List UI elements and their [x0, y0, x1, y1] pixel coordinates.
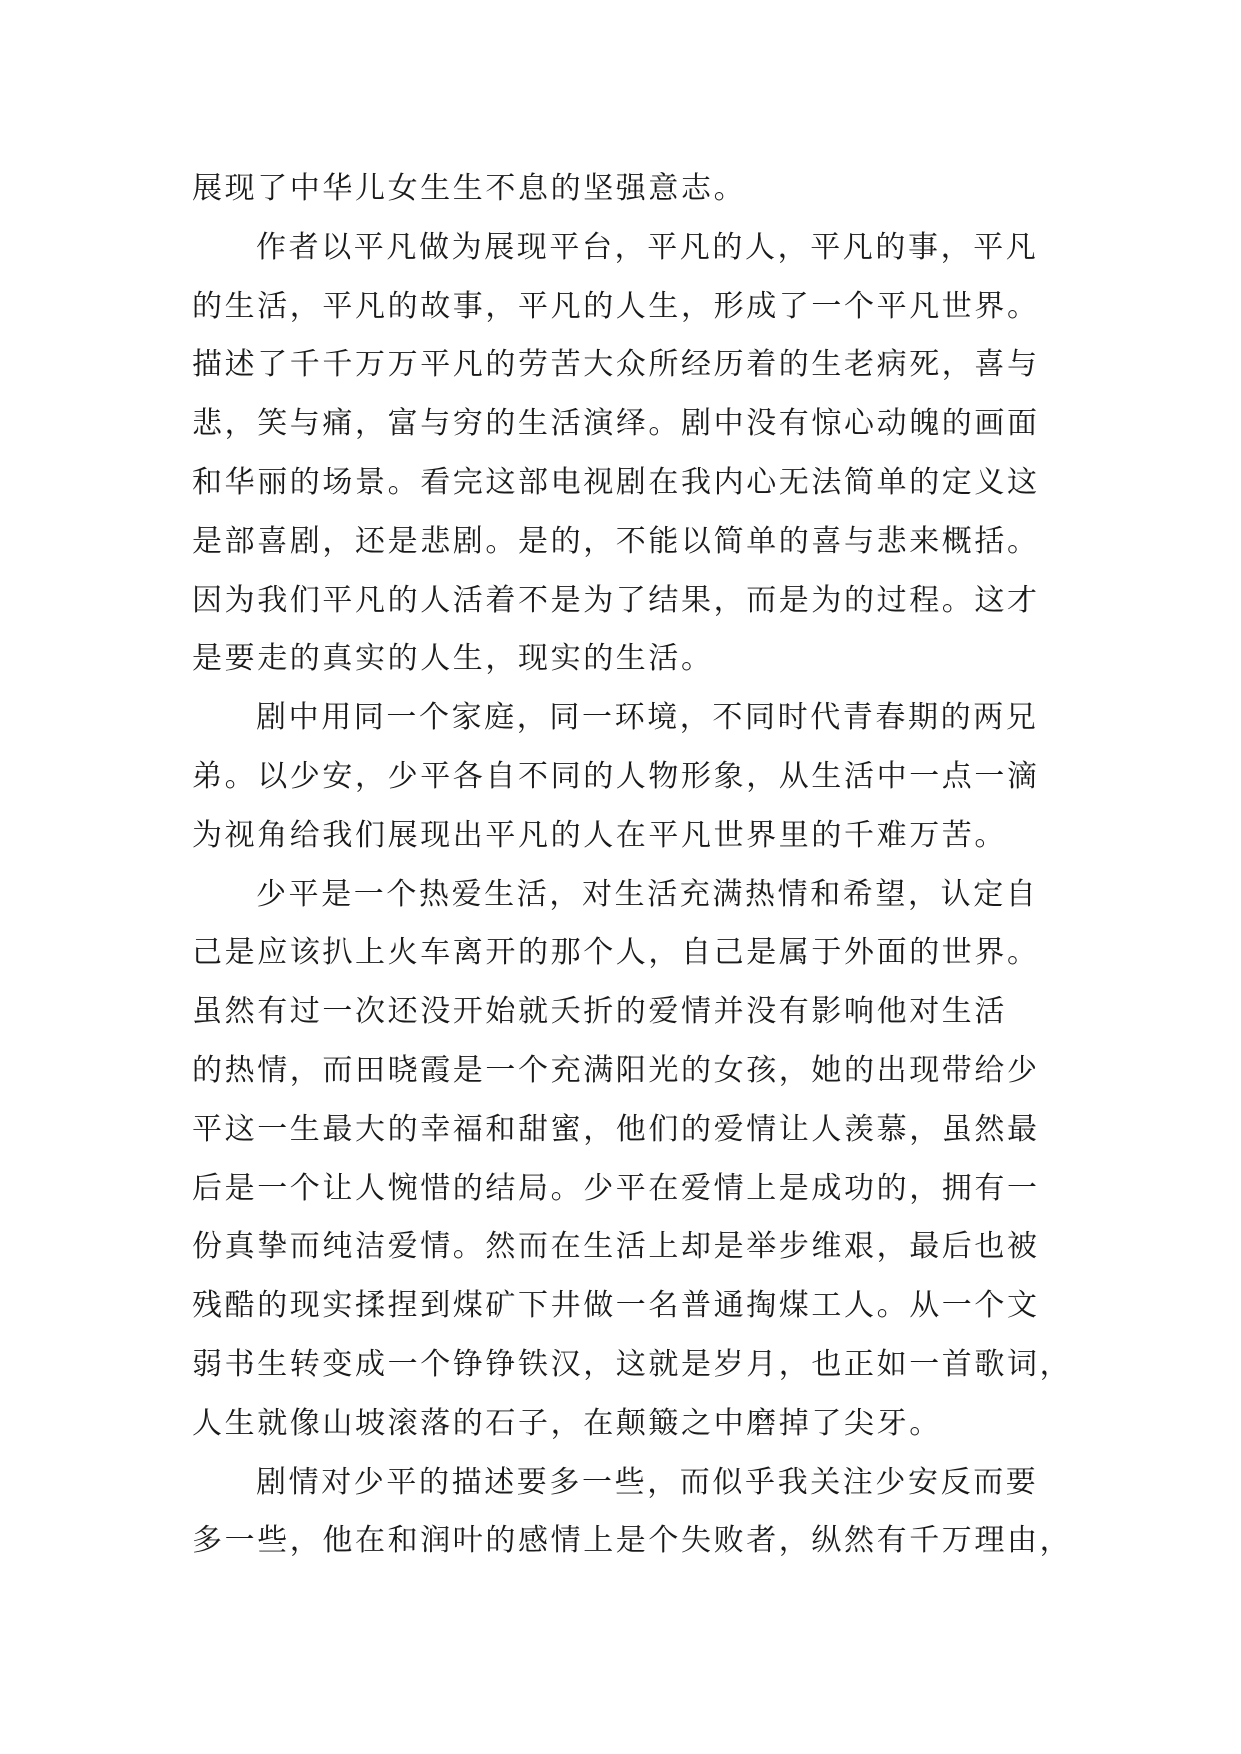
text-line: 悲，笑与痛，富与穷的生活演绎。剧中没有惊心动魄的画面	[192, 406, 1040, 442]
text-line: 因为我们平凡的人活着不是为了结果，而是为的过程。这才	[192, 582, 1040, 618]
text-line: 和华丽的场景。看完这部电视剧在我内心无法简单的定义这	[192, 464, 1040, 500]
text-line: 为视角给我们展现出平凡的人在平凡世界里的千难万苦。	[192, 817, 1007, 853]
paragraph-first-line: 剧中用同一个家庭，同一环境，不同时代青春期的两兄	[256, 700, 1039, 736]
text-line: 展现了中华儿女生生不息的坚强意志。	[192, 171, 747, 206]
body-text	[192, 160, 1072, 1571]
text-line: 弟。以少安，少平各自不同的人物形象，从生活中一点一滴	[192, 758, 1040, 794]
text-line: 的热情，而田晓霞是一个充满阳光的女孩，她的出现带给少	[192, 1052, 1040, 1088]
paragraph-first-line: 剧情对少平的描述要多一些，而似乎我关注少安反而要	[256, 1464, 1039, 1500]
text-line: 虽然有过一次还没开始就夭折的爱情并没有影响他对生活	[192, 994, 1007, 1030]
text-line: 份真挚而纯洁爱情。然而在生活上却是举步维艰，最后也被	[192, 1229, 1040, 1265]
text-line: 平这一生最大的幸福和甜蜜，他们的爱情让人羡慕，虽然最	[192, 1111, 1040, 1147]
text-line: 是要走的真实的人生，现实的生活。	[192, 641, 714, 677]
text-line: 的生活，平凡的故事，平凡的人生，形成了一个平凡世界。	[192, 288, 1040, 324]
text-line: 描述了千千万万平凡的劳苦大众所经历着的生老病死，喜与	[192, 347, 1040, 383]
text-line: 人生就像山坡滚落的石子，在颠簸之中磨掉了尖牙。	[192, 1405, 942, 1441]
text-line: 弱书生转变成一个铮铮铁汉，这就是岁月，也正如一首歌词，	[192, 1346, 1073, 1382]
paragraph-first-line: 作者以平凡做为展现平台，平凡的人，平凡的事，平凡	[256, 229, 1039, 265]
text-line: 残酷的现实揉捏到煤矿下井做一名普通掏煤工人。从一个文	[192, 1288, 1040, 1324]
text-line: 后是一个让人惋惜的结局。少平在爱情上是成功的，拥有一	[192, 1170, 1040, 1206]
paragraph-first-line: 少平是一个热爱生活，对生活充满热情和希望，认定自	[256, 876, 1039, 912]
text-line: 是部喜剧，还是悲剧。是的，不能以简单的喜与悲来概括。	[192, 523, 1040, 559]
text-line: 多一些，他在和润叶的感情上是个失败者，纵然有千万理由，	[192, 1523, 1073, 1559]
text-line: 己是应该扒上火车离开的那个人，自己是属于外面的世界。	[192, 935, 1040, 971]
